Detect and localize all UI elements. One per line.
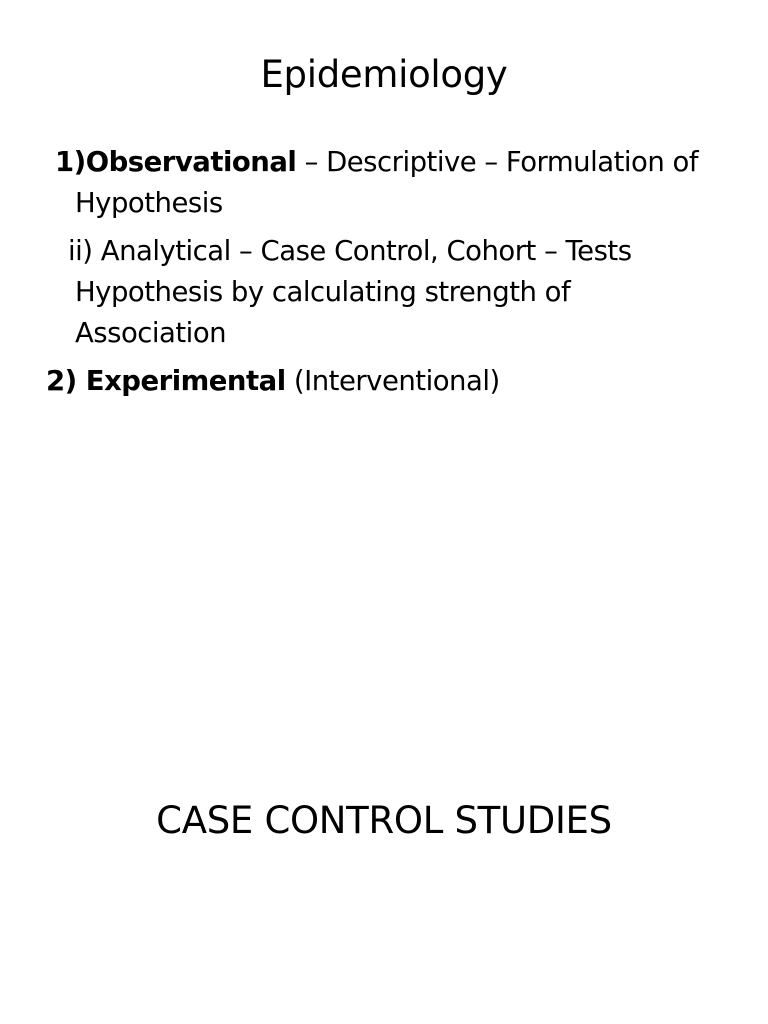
slide-title: Epidemiology <box>260 53 508 96</box>
experimental-number: 2) <box>46 365 86 397</box>
next-slide-title: CASE CONTROL STUDIES <box>156 799 612 842</box>
observational-item <box>0 142 768 183</box>
observational-description: – Descriptive – Formulation of <box>296 146 699 178</box>
observational-continuation: Hypothesis <box>75 187 223 219</box>
experimental-term: Experimental <box>85 365 286 397</box>
slide-content <box>0 142 768 402</box>
analytical-item: ii) Analytical – Case Control, Cohort – Tests <box>68 235 632 267</box>
analytical-line-2: Hypothesis by calculating strength of <box>75 276 571 308</box>
observational-term: Observational <box>85 146 297 178</box>
experimental-item <box>0 361 768 402</box>
experimental-description: (Interventional) <box>285 365 500 397</box>
analytical-line-3: Association <box>75 317 227 349</box>
observational-number: 1) <box>55 146 86 178</box>
